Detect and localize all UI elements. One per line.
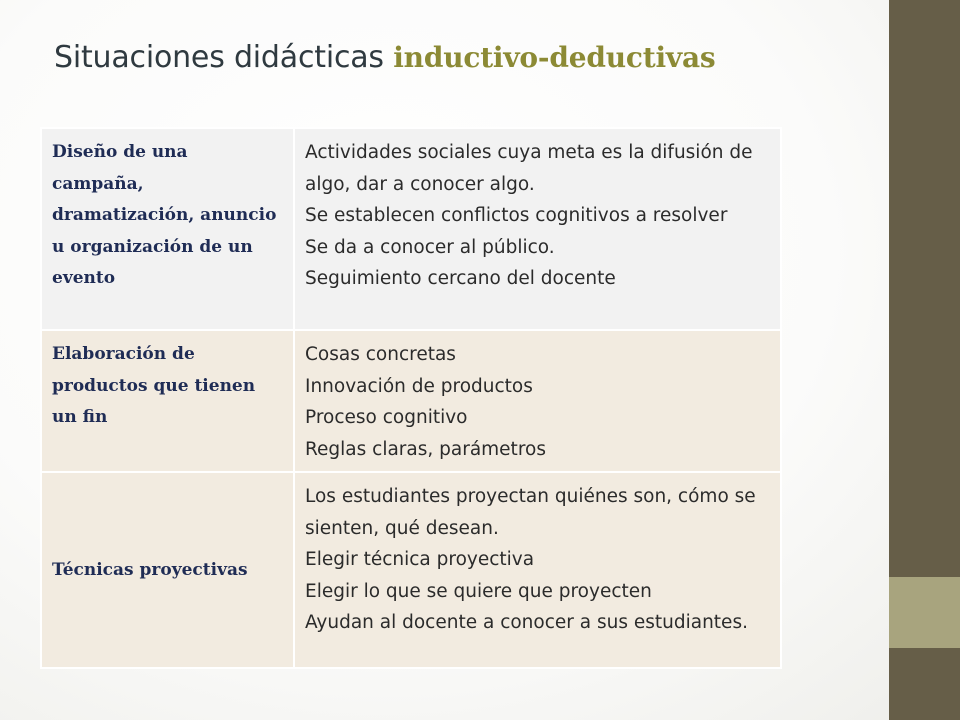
description-cell <box>294 472 781 668</box>
description-line: Seguimiento cercano del docente <box>305 268 616 289</box>
description-line: Los estudiantes proyectan quiénes son, cómo se sienten, qué desean. <box>305 486 756 539</box>
description-line: Elegir lo que se quiere que proyecten <box>305 580 652 602</box>
term-cell: Diseño de una campaña, dramatización, anuncio u organización de un evento <box>41 128 294 330</box>
title-highlight: inductivo-deductivas <box>393 41 716 74</box>
description-line: Se da a conocer al público. <box>305 236 555 258</box>
term-cell: Elaboración de productos que tienen un fin <box>41 330 294 472</box>
description-line: Actividades sociales cuya meta es la difusión de algo, dar a conocer algo. <box>305 142 753 195</box>
table-row <box>41 128 781 330</box>
decorative-sidebar-accent <box>889 577 960 648</box>
description-line: Reglas claras, parámetros <box>305 438 546 460</box>
description-cell <box>294 128 781 330</box>
description-line: Cosas concretas <box>305 344 456 365</box>
term-cell: Técnicas proyectivas <box>41 472 294 668</box>
description-line: Proceso cognitivo <box>305 407 468 428</box>
table-row <box>41 472 781 668</box>
slide-title <box>54 40 715 75</box>
situations-table <box>40 127 782 669</box>
description-line: Elegir técnica proyectiva <box>305 549 535 570</box>
table-row <box>41 330 781 472</box>
description-line: Se establecen conflictos cognitivos a resolver <box>305 205 728 226</box>
description-line: Innovación de productos <box>305 375 533 397</box>
description-cell <box>294 330 781 472</box>
description-line: Ayudan al docente a conocer a sus estudiantes. <box>305 612 748 633</box>
title-plain: Situaciones didácticas <box>54 40 384 75</box>
